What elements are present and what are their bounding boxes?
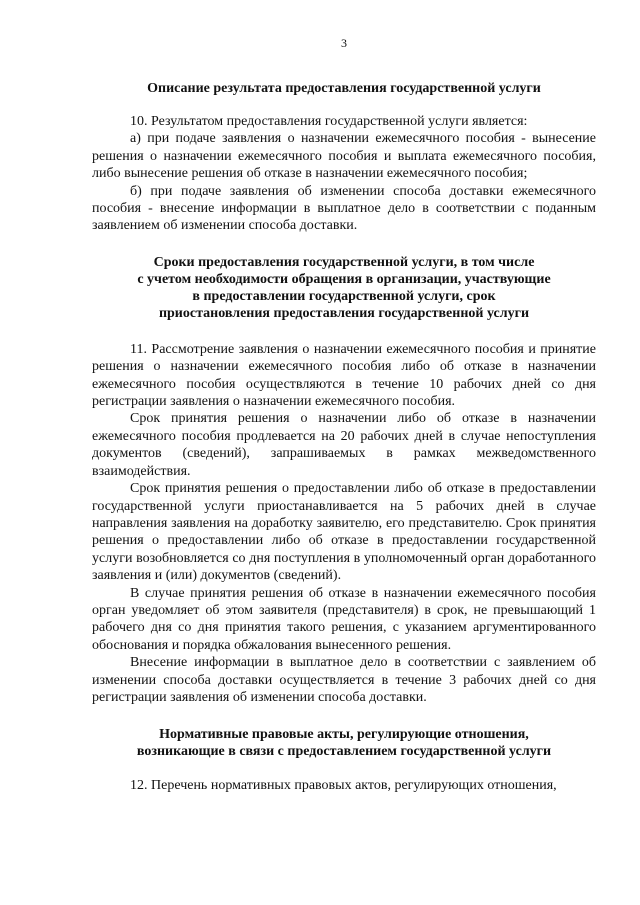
section-title-line: Сроки предоставления государственной услуги, в том числе <box>153 254 535 270</box>
paragraph-11-delivery: Внесение информации в выплатное дело в соответствии с заявлением об изменении способа доставки осуществляется в течение 3 рабочих дней со дня регистрации заявления об изменении способа доставки. <box>92 655 596 705</box>
paragraph-12: 12. Перечень нормативных правовых актов, регулирующих отношения, <box>130 778 557 794</box>
section-title-line: в предоставлении государственной услуги, срок <box>192 288 496 304</box>
paragraph-11-suspension: Срок принятия решения о предоставлении либо об отказе в предоставлении государственной услуги приостанавливается на 5 рабочих дней в случае направления заявления на доработку заявителю, его представителю. Срок принятия решения о предоставлении либо об отказе в предоставлении государственной услуги возобновляется со дня поступления в уполномоченный орган доработанного заявления и (или) документов (сведений). <box>92 481 596 584</box>
paragraph-10b: б) при подаче заявления об изменении способа доставки ежемесячного пособия - внесение информации в выплатное дело в соответствии с поданным заявлением об изменении способа доставки. <box>92 183 596 234</box>
paragraph-11-extension: Срок принятия решения о назначении либо об отказе в назначении ежемесячного пособия продлевается на 20 рабочих дней в случае непоступления документов (сведений), запрашиваемых в рамках межведомственного взаимодействия. <box>92 411 596 479</box>
paragraph-11: 11. Рассмотрение заявления о назначении ежемесячного пособия и принятие решения о назначении ежемесячного пособия либо об отказе в назначении ежемесячного пособия осуществляются в течение 10 рабочих дней со дня регистрации заявления о назначении ежемесячного пособия. <box>92 341 596 410</box>
section-title-line: приостановления предоставления государственной услуги <box>158 305 530 321</box>
paragraph-10a: а) при подаче заявления о назначении ежемесячного пособия - вынесение решения о назначении ежемесячного пособия и выплата ежемесячного пособия, либо вынесение решения об отказе в назначении ежемесячного пособия; <box>92 131 596 182</box>
section-title-legal-acts <box>92 726 596 760</box>
section-title-line: Описание результата предоставления государственной услуги <box>147 81 541 96</box>
paragraph-10: 10. Результатом предоставления государственной услуги является: <box>130 114 528 129</box>
section-title-line: возникающие в связи с предоставлением государственной услуги <box>136 744 552 760</box>
section-title-line: с учетом необходимости обращения в организации, участвующие <box>137 271 551 287</box>
section-title-line: Нормативные правовые акты, регулирующие отношения, <box>159 727 529 743</box>
paragraph-11-refusal: В случае принятия решения об отказе в назначении ежемесячного пособия орган уведомляет об этом заявителя (представителя) в срок, не превышающий 1 рабочего дня со дня принятия такого решения, с указанием аргументированного обоснования и порядка обжалования вынесенного решения. <box>92 585 596 653</box>
page-number: 3 <box>341 36 347 50</box>
section-title-result <box>92 80 596 97</box>
section-title-terms <box>92 254 596 322</box>
